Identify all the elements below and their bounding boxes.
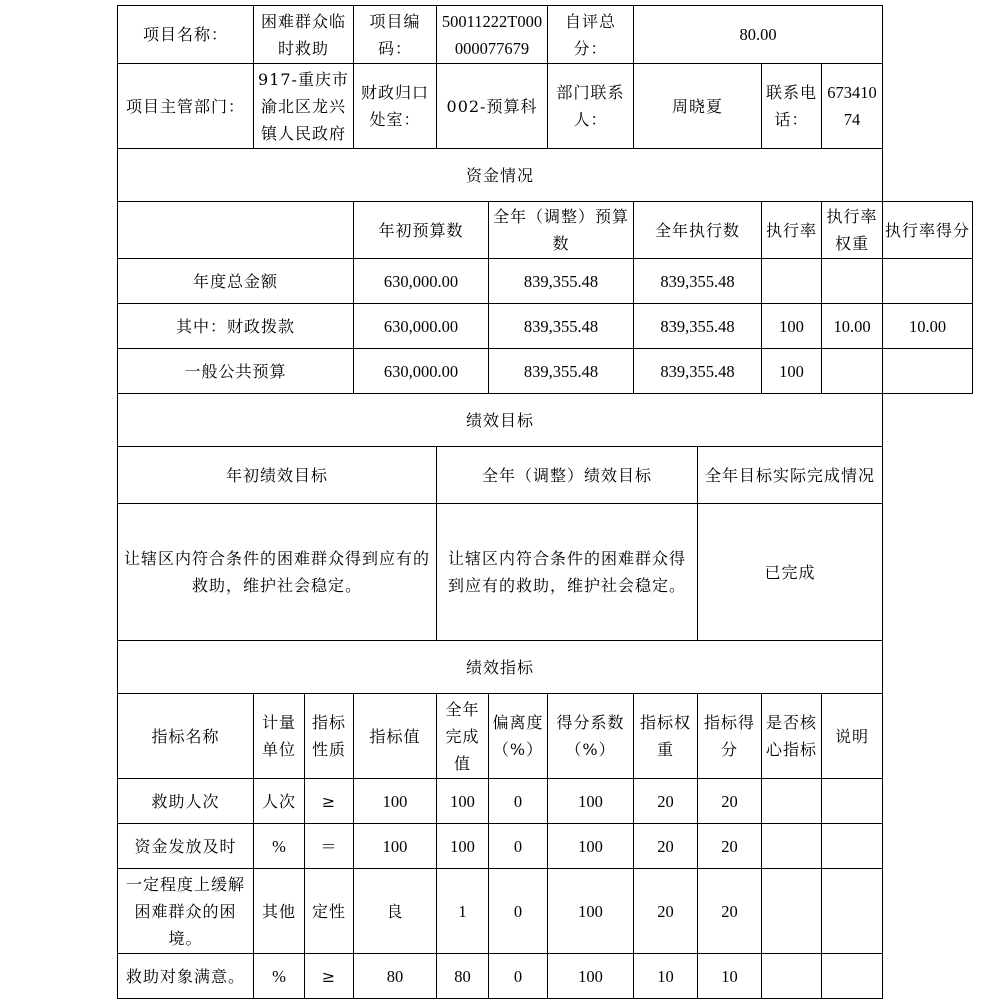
funds-rate xyxy=(762,259,822,304)
contact-label: 部门联系人： xyxy=(548,64,634,149)
funds-col-executed: 全年执行数 xyxy=(634,202,762,259)
ind-coef: 100 xyxy=(548,779,634,824)
ind-weight: 20 xyxy=(634,824,698,869)
ind-col-deviation: 偏离度（%） xyxy=(489,694,548,779)
indicators-section-row xyxy=(118,641,973,694)
dept-label: 项目主管部门： xyxy=(118,64,254,149)
ind-deviation: 0 xyxy=(489,869,548,954)
funds-executed: 839,355.48 xyxy=(634,349,762,394)
ind-note xyxy=(822,779,883,824)
funds-weight: 10.00 xyxy=(822,304,883,349)
project-code: 50011222T000000077679 xyxy=(437,6,548,64)
goals-col-adjusted: 全年（调整）绩效目标 xyxy=(437,447,698,504)
funds-rate: 100 xyxy=(762,349,822,394)
ind-weight: 20 xyxy=(634,869,698,954)
funds-score xyxy=(883,349,973,394)
ind-unit: % xyxy=(254,824,305,869)
ind-deviation: 0 xyxy=(489,954,548,999)
ind-score: 20 xyxy=(698,779,762,824)
ind-col-weight: 指标权重 xyxy=(634,694,698,779)
ind-core xyxy=(762,824,822,869)
goals-content-row xyxy=(118,504,973,641)
indicator-row xyxy=(118,824,973,869)
phone: 67341074 xyxy=(822,64,883,149)
header-row-2 xyxy=(118,64,973,149)
ind-nature: ≥ xyxy=(305,954,354,999)
funds-score xyxy=(883,259,973,304)
funds-weight xyxy=(822,349,883,394)
ind-target: 100 xyxy=(354,824,437,869)
goals-initial-text: 让辖区内符合条件的困难群众得到应有的救助，维护社会稳定。 xyxy=(118,504,437,641)
funds-executed: 839,355.48 xyxy=(634,259,762,304)
goals-col-initial: 年初绩效目标 xyxy=(118,447,437,504)
ind-coef: 100 xyxy=(548,954,634,999)
ind-core xyxy=(762,779,822,824)
ind-nature: ≥ xyxy=(305,779,354,824)
funds-section-row xyxy=(118,149,973,202)
ind-unit: 人次 xyxy=(254,779,305,824)
funds-initial: 630,000.00 xyxy=(354,349,489,394)
funds-section-title: 资金情况 xyxy=(118,149,883,202)
ind-name: 一定程度上缓解困难群众的困境。 xyxy=(118,869,254,954)
ind-core xyxy=(762,954,822,999)
header-row-1 xyxy=(118,6,973,64)
ind-col-unit: 计量单位 xyxy=(254,694,305,779)
indicator-row xyxy=(118,869,973,954)
performance-evaluation-table xyxy=(117,5,973,999)
ind-note xyxy=(822,954,883,999)
ind-col-coef: 得分系数（%） xyxy=(548,694,634,779)
ind-target: 80 xyxy=(354,954,437,999)
ind-weight: 10 xyxy=(634,954,698,999)
funds-row-label: 年度总金额 xyxy=(118,259,354,304)
ind-col-target: 指标值 xyxy=(354,694,437,779)
funds-row xyxy=(118,259,973,304)
funds-row xyxy=(118,349,973,394)
funds-row-label: 其中：财政拨款 xyxy=(118,304,354,349)
indicator-row xyxy=(118,954,973,999)
project-name: 困难群众临时救助 xyxy=(254,6,354,64)
project-name-label: 项目名称： xyxy=(118,6,254,64)
funds-corner-cell xyxy=(118,202,354,259)
ind-weight: 20 xyxy=(634,779,698,824)
goals-actual-text: 已完成 xyxy=(698,504,883,641)
ind-core xyxy=(762,869,822,954)
goals-section-title: 绩效目标 xyxy=(118,394,883,447)
ind-deviation: 0 xyxy=(489,779,548,824)
ind-col-score: 指标得分 xyxy=(698,694,762,779)
ind-name: 资金发放及时 xyxy=(118,824,254,869)
self-score: 80.00 xyxy=(634,6,883,64)
goals-header-row xyxy=(118,447,973,504)
ind-score: 20 xyxy=(698,869,762,954)
goals-adjusted-text: 让辖区内符合条件的困难群众得到应有的救助，维护社会稳定。 xyxy=(437,504,698,641)
funds-executed: 839,355.48 xyxy=(634,304,762,349)
ind-actual: 1 xyxy=(437,869,489,954)
ind-col-name: 指标名称 xyxy=(118,694,254,779)
ind-score: 20 xyxy=(698,824,762,869)
funds-adjusted: 839,355.48 xyxy=(489,304,634,349)
funds-col-adjusted: 全年（调整）预算数 xyxy=(489,202,634,259)
ind-actual: 80 xyxy=(437,954,489,999)
ind-unit: % xyxy=(254,954,305,999)
contact: 周晓夏 xyxy=(634,64,762,149)
funds-col-weight: 执行率权重 xyxy=(822,202,883,259)
finance-office-label: 财政归口处室： xyxy=(354,64,437,149)
funds-initial: 630,000.00 xyxy=(354,304,489,349)
ind-actual: 100 xyxy=(437,824,489,869)
ind-name: 救助人次 xyxy=(118,779,254,824)
funds-score: 10.00 xyxy=(883,304,973,349)
ind-unit: 其他 xyxy=(254,869,305,954)
ind-target: 100 xyxy=(354,779,437,824)
indicator-row xyxy=(118,779,973,824)
funds-row-label: 一般公共预算 xyxy=(118,349,354,394)
ind-score: 10 xyxy=(698,954,762,999)
self-score-label: 自评总分： xyxy=(548,6,634,64)
ind-col-nature: 指标性质 xyxy=(305,694,354,779)
funds-rate: 100 xyxy=(762,304,822,349)
funds-col-rate: 执行率 xyxy=(762,202,822,259)
funds-header-row xyxy=(118,202,973,259)
funds-weight xyxy=(822,259,883,304)
goals-col-actual: 全年目标实际完成情况 xyxy=(698,447,883,504)
indicators-section-title: 绩效指标 xyxy=(118,641,883,694)
ind-nature: ＝ xyxy=(305,824,354,869)
funds-adjusted: 839,355.48 xyxy=(489,259,634,304)
ind-col-core: 是否核心指标 xyxy=(762,694,822,779)
ind-note xyxy=(822,869,883,954)
finance-office: 002-预算科 xyxy=(437,64,548,149)
funds-col-initial: 年初预算数 xyxy=(354,202,489,259)
funds-col-score: 执行率得分 xyxy=(883,202,973,259)
ind-coef: 100 xyxy=(548,869,634,954)
ind-deviation: 0 xyxy=(489,824,548,869)
ind-col-actual: 全年完成值 xyxy=(437,694,489,779)
project-code-label: 项目编码： xyxy=(354,6,437,64)
indicators-header-row xyxy=(118,694,973,779)
ind-col-note: 说明 xyxy=(822,694,883,779)
dept: 917-重庆市渝北区龙兴镇人民政府 xyxy=(254,64,354,149)
ind-coef: 100 xyxy=(548,824,634,869)
phone-label: 联系电话： xyxy=(762,64,822,149)
goals-section-row xyxy=(118,394,973,447)
funds-row xyxy=(118,304,973,349)
ind-actual: 100 xyxy=(437,779,489,824)
funds-initial: 630,000.00 xyxy=(354,259,489,304)
funds-adjusted: 839,355.48 xyxy=(489,349,634,394)
ind-nature: 定性 xyxy=(305,869,354,954)
ind-name: 救助对象满意。 xyxy=(118,954,254,999)
ind-target: 良 xyxy=(354,869,437,954)
ind-note xyxy=(822,824,883,869)
